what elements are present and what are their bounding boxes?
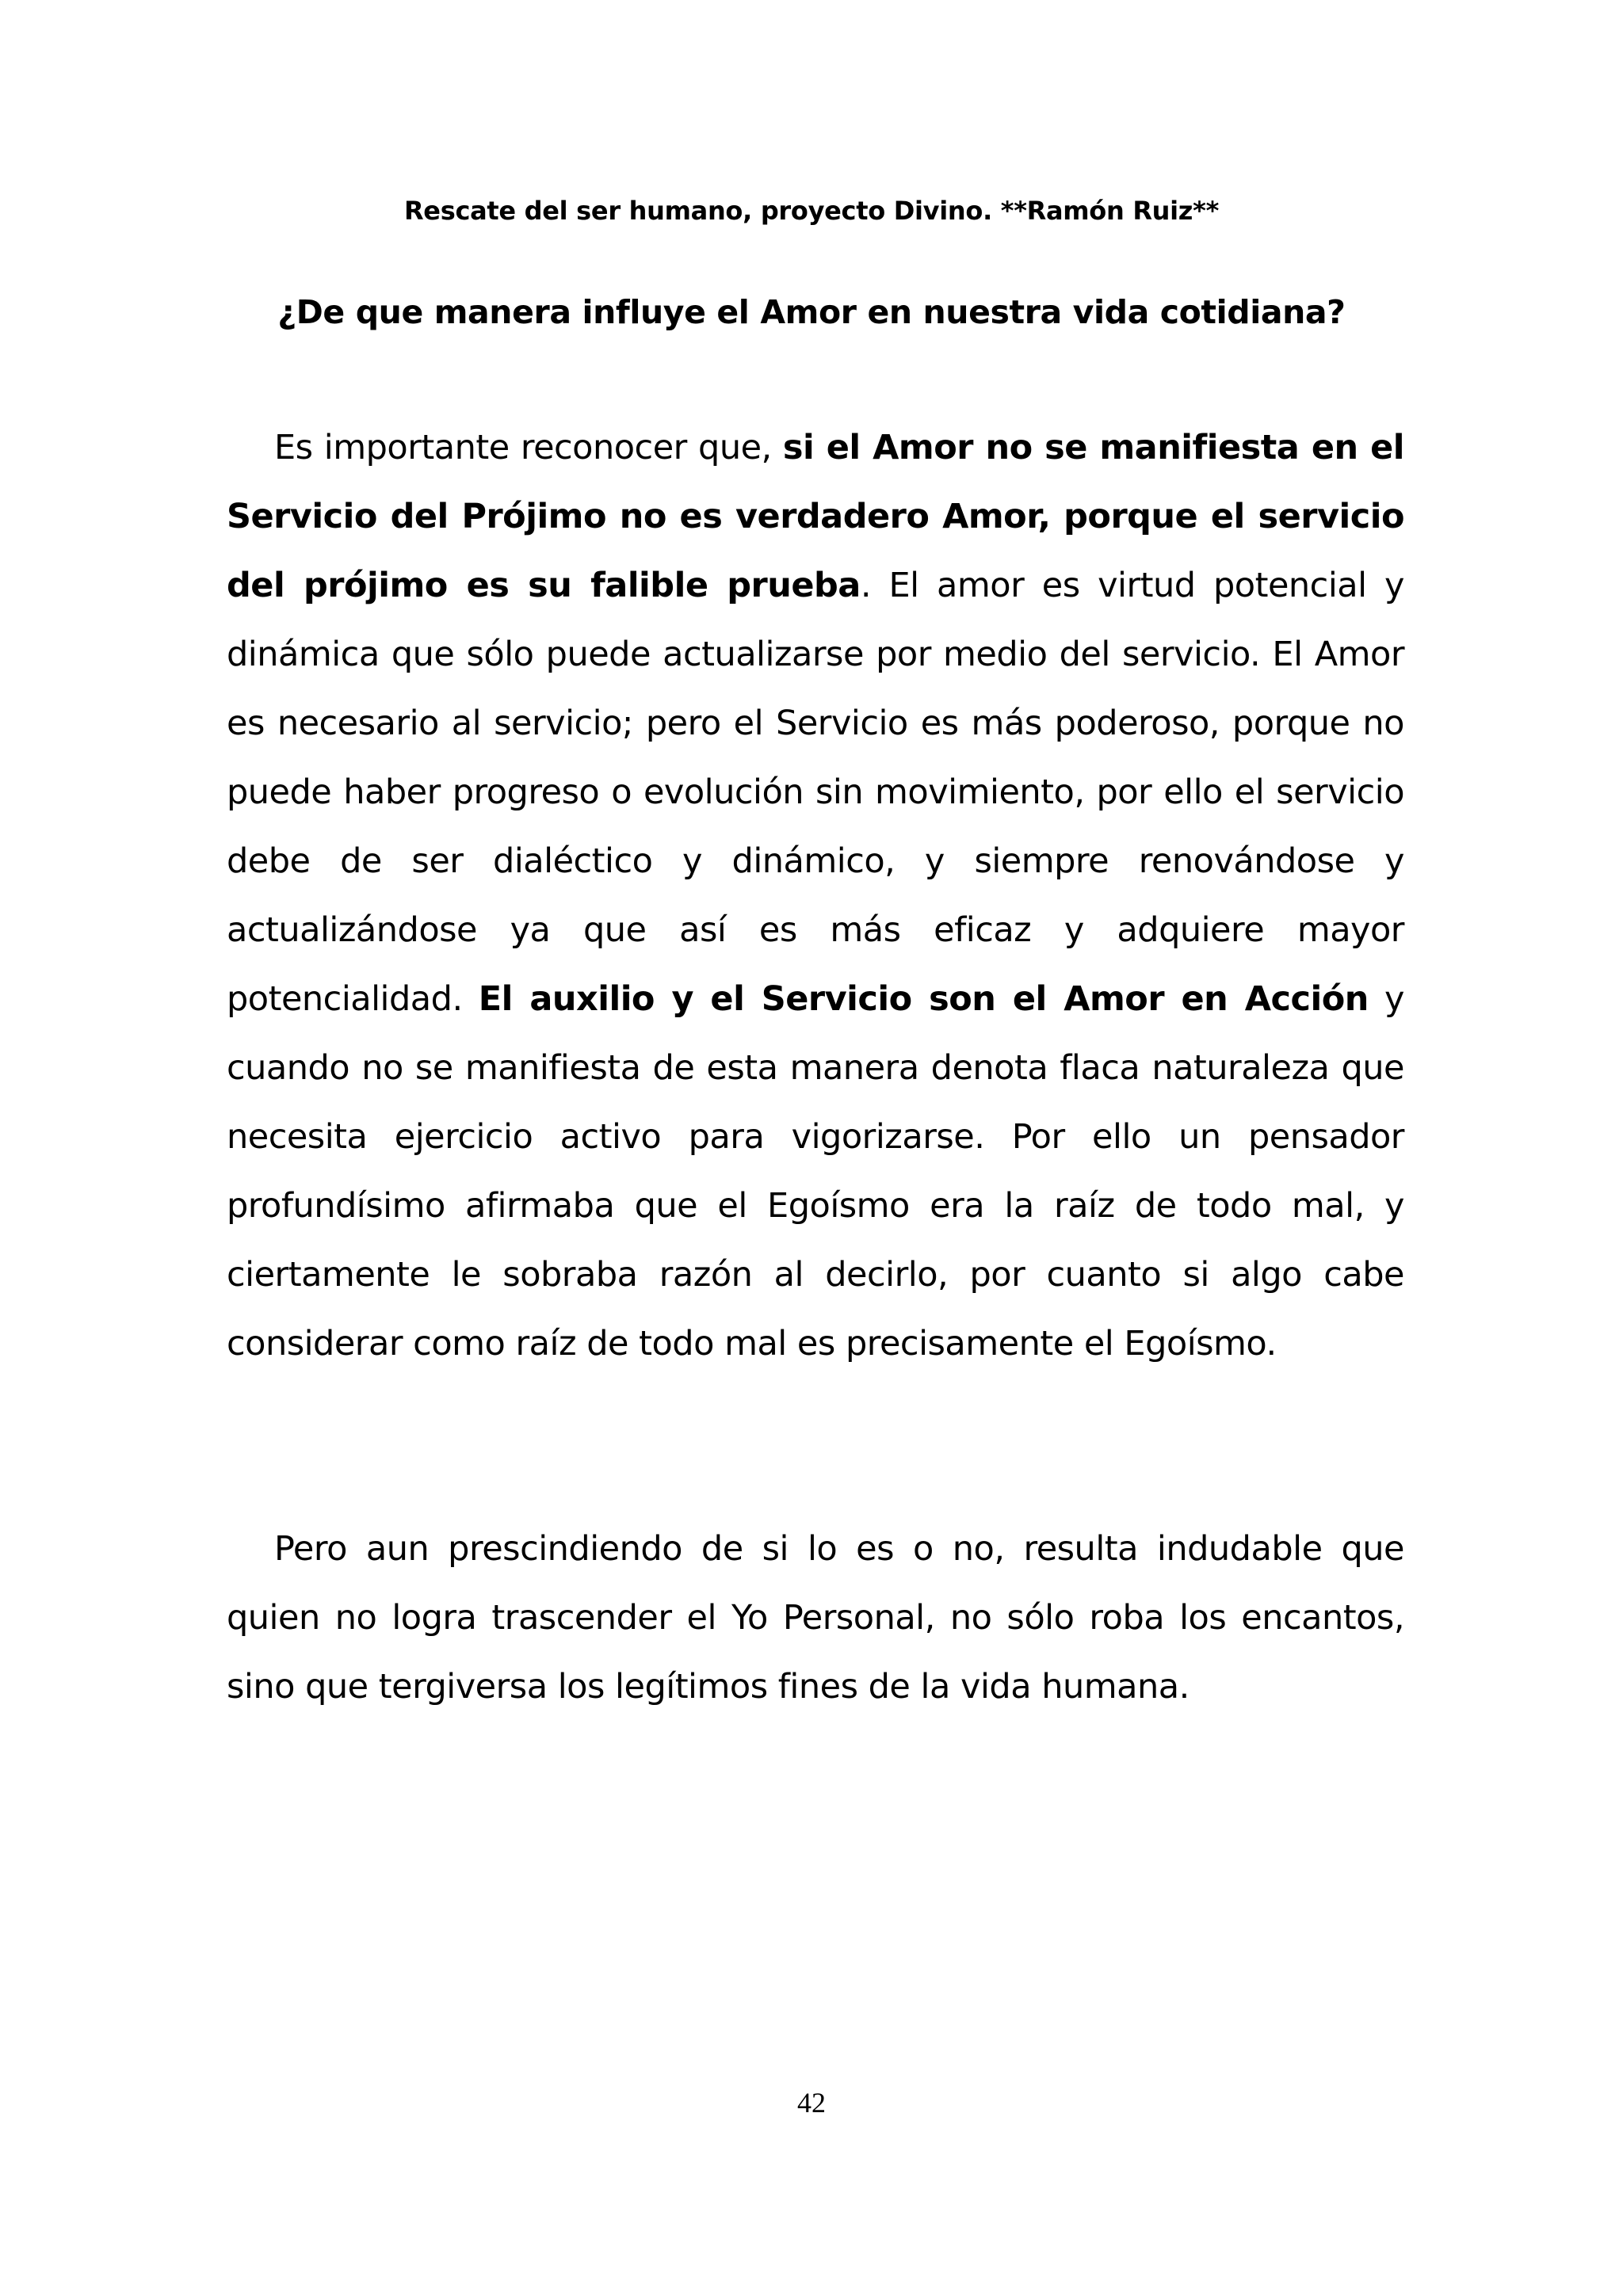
paragraph-1 [227,414,1404,1379]
paragraph-1-text-a: Es importante reconocer que, [274,428,783,467]
paragraph-1-bold-a: si el Amor no se manifiesta en el Servicio del Prójimo no es verdadero Amor, porque el servicio del prójimo es su falible prueba [227,428,1404,605]
paragraph-1-text-b: . El amor es virtud potencial y dinámica que sólo puede actualizarse por medio del servicio. El Amor es necesario al servicio; pero el Servicio es más poderoso, porque no puede haber progreso o evolución sin movimiento, por ello el servicio debe de ser dialéctico y dinámico, y siempre renovándose y actualizándose ya que así es más eficaz y adquiere mayor potencialidad. [227,566,1404,1019]
paragraph-1-text-c: y cuando no se manifiesta de esta manera denota flaca naturaleza que necesita ejercicio activo para vigorizarse. Por ello un pensador profundísimo afirmaba que el Egoísmo era la raíz de todo mal, y ciertamente le sobraba razón al decirlo, por cuanto si algo cabe considerar como raíz de todo mal es precisamente el Egoísmo. [227,979,1404,1363]
paragraph-2 [227,1515,1404,1722]
paragraph-1-indent [227,428,274,467]
paragraph-1-bold-b: El auxilio y el Servicio son el Amor en Acción [478,979,1369,1019]
page-number: 42 [797,2087,826,2119]
paragraph-2-indent [227,1529,274,1569]
running-header: Rescate del ser humano, proyecto Divino. **Ramón Ruiz** [403,196,1220,226]
paragraph-2-text: Pero aun prescindiendo de si lo es o no, resulta indudable que quien no logra trascender el Yo Personal, no sólo roba los encantos, sino que tergiversa los legítimos fines de la vida humana. [227,1529,1404,1707]
section-title: ¿De que manera influye el Amor en nuestra vida cotidiana? [277,293,1346,331]
